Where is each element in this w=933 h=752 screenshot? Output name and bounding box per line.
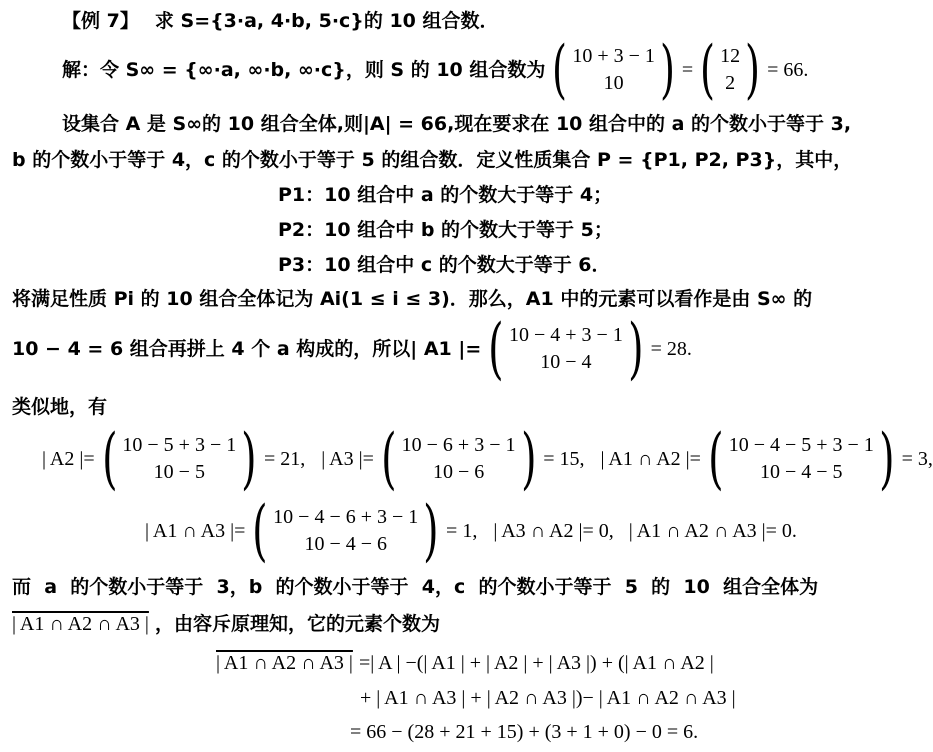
a2-top: 10 − 5 + 3 − 1 (122, 434, 237, 456)
a2-bottom: 10 − 5 (153, 461, 205, 483)
binomial-12-2: ( 12 2 ) (700, 33, 761, 107)
binom2-top: 12 (720, 45, 741, 67)
binomial-a12: ( 10 − 4 − 5 + 3 − 1 10 − 4 − 5 ) (708, 420, 895, 497)
binomial-a13: ( 10 − 4 − 6 + 3 − 1 10 − 4 − 6 ) (252, 492, 439, 569)
a13-bottom: 10 − 4 − 6 (304, 533, 388, 555)
para2-line1: 将满足性质 Pi 的 10 组合全体记为 Ai(1 ≤ i ≤ 3)．那么，A1 中的元素可以看作是由 S∞ 的 (12, 288, 813, 310)
binomial-a3: ( 10 − 6 + 3 − 1 10 − 6 ) (381, 420, 537, 497)
para3-line2-text: ，由容斥原理知，它的元素个数为 (154, 613, 440, 635)
para1-line2: b 的个数小于等于 4，c 的个数小于等于 5 的组合数．定义性质集合 P = {P1, P2, P3}，其中， (12, 149, 853, 171)
binom2-bottom: 2 (725, 72, 736, 94)
binomial-a1: ( 10 − 4 + 3 − 1 10 − 4 ) (488, 310, 644, 387)
final-line-2: + | A1 ∩ A3 | + | A2 ∩ A3 |)− | A1 ∩ A2 ∩ A3 | (360, 687, 736, 709)
final-lhs: | A1 ∩ A2 ∩ A3 | (216, 652, 353, 674)
a12-bottom: 10 − 4 − 5 (759, 461, 843, 483)
a12-label: | A1 ∩ A2 |= (600, 448, 701, 470)
a1-result: = 28. (650, 338, 692, 360)
a13-top: 10 − 4 − 6 + 3 − 1 (273, 506, 419, 528)
final-rhs-1: =| A | −(| A1 | + | A2 | + | A3 |) + (| A1 ∩ A2 | (358, 652, 714, 674)
binomial-total: ( 10 + 3 − 1 10 ) (552, 33, 675, 107)
equation-row-1 (42, 420, 933, 497)
example-label: 【例 7】 (62, 10, 139, 32)
a3-label: | A3 |= (321, 448, 374, 470)
final-line-3: = 66 − (28 + 21 + 15) + (3 + 1 + 0) − 0 = 6. (350, 721, 699, 743)
a13-label: | A1 ∩ A3 |= (145, 520, 246, 542)
similarly-text: 类似地，有 (12, 396, 108, 418)
property-p3: P3：10 组合中 c 的个数大于等于 6． (278, 254, 611, 276)
para2-line2-text: 10 − 4 = 6 组合再拼上 4 个 a 构成的，所以| A1 |= (12, 337, 482, 360)
para3-line2 (12, 614, 440, 634)
a3-top: 10 − 6 + 3 − 1 (401, 434, 516, 456)
a2-result: = 21, (263, 448, 306, 470)
a2-label: | A2 |= (42, 448, 95, 470)
solution-intro: 解：令 S∞ = {∞·a, ∞·b, ∞·c}，则 S 的 10 组合数为 (62, 58, 546, 81)
example-header (62, 12, 499, 31)
a13-result: = 1, (446, 520, 478, 542)
remaining-intersections: | A3 ∩ A2 |= 0, | A1 ∩ A2 ∩ A3 |= 0. (493, 520, 797, 542)
a12-result: = 3, (901, 448, 933, 470)
solution-line: 解：令 S∞ = {∞·a, ∞·b, ∞·c}，则 S 的 10 组合数为 ( 10 + 3 − 1 10 ) = ( 12 2 ) = 66. (62, 33, 809, 107)
final-line-1 (216, 653, 714, 673)
property-p2: P2：10 组合中 b 的个数大于等于 5； (278, 219, 613, 241)
binom-top: 10 + 3 − 1 (572, 45, 655, 67)
a1-bottom: 10 − 4 (540, 351, 592, 373)
a3-bottom: 10 − 6 (432, 461, 485, 483)
a3-result: = 15, (543, 448, 585, 470)
binomial-a2: ( 10 − 5 + 3 − 1 10 − 5 ) (101, 420, 257, 497)
complement-set: | A1 ∩ A2 ∩ A3 | (12, 613, 149, 635)
example-title: 求 S={3·a, 4·b, 5·c}的 10 组合数． (154, 10, 499, 32)
equation-row-2 (145, 492, 797, 569)
a1-top: 10 − 4 + 3 − 1 (509, 324, 623, 346)
property-p1: P1：10 组合中 a 的个数大于等于 4； (278, 184, 613, 206)
para3-line1: 而 a 的个数小于等于 3，b 的个数小于等于 4，c 的个数小于等于 5 的 10 组合全体为 (12, 576, 819, 598)
para1-line1: 设集合 A 是 S∞的 10 组合全体,则|A| = 66,现在要求在 10 组合中的 a 的个数小于等于 3, (62, 113, 852, 135)
a12-top: 10 − 4 − 5 + 3 − 1 (728, 434, 874, 456)
para2-line2 (12, 310, 692, 387)
solution-result: = 66. (767, 59, 809, 81)
binom-bottom: 10 (603, 72, 624, 94)
